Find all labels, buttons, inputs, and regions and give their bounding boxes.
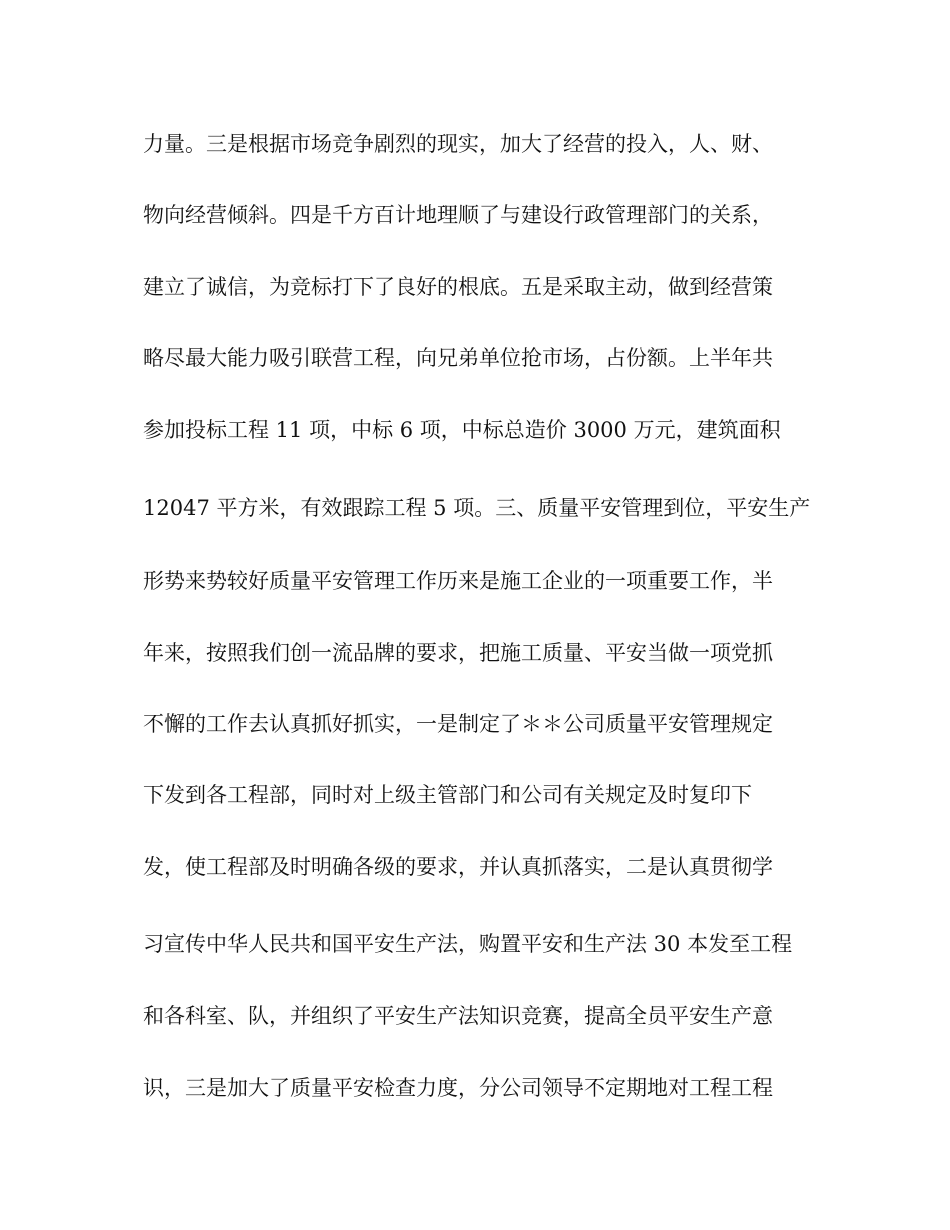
paragraph-line: 年来，按照我们创一流品牌的要求，把施工质量、平安当做一项党抓 [143, 641, 773, 665]
paragraph-line: 建立了诚信，为竞标打下了良好的根底。五是采取主动，做到经营策 [143, 275, 773, 299]
paragraph-line: 参加投标工程 11 项，中标 6 项，中标总造价 3000 万元，建筑面积 [143, 418, 781, 442]
paragraph-line: 习宣传中华人民共和国平安生产法，购置平安和生产法 30 本发至工程 [143, 932, 793, 956]
paragraph-line: 不懈的工作去认真抓好抓实，一是制定了＊＊公司质量平安管理规定 [143, 712, 773, 736]
paragraph-line: 形势来势较好质量平安管理工作历来是施工企业的一项重要工作，半 [143, 569, 773, 593]
paragraph-line: 略尽最大能力吸引联营工程，向兄弟单位抢市场，占份额。上半年共 [143, 346, 773, 370]
paragraph-line: 和各科室、队，并组织了平安生产法知识竞赛，提高全员平安生产意 [143, 1004, 773, 1028]
paragraph-line: 识，三是加大了质量平安检查力度，分公司领导不定期地对工程工程 [143, 1076, 773, 1100]
paragraph-line: 力量。三是根据市场竞争剧烈的现实，加大了经营的投入，人、财、 [143, 132, 773, 156]
paragraph-line: 物向经营倾斜。四是千方百计地理顺了与建设行政管理部门的关系， [143, 203, 773, 227]
paragraph-line: 发，使工程部及时明确各级的要求，并认真抓落实，二是认真贯彻学 [143, 855, 773, 879]
paragraph-line: 下发到各工程部，同时对上级主管部门和公司有关规定及时复印下 [143, 783, 752, 807]
paragraph-line: 12047 平方米，有效跟踪工程 5 项。三、质量平安管理到位，平安生产 [143, 496, 811, 520]
